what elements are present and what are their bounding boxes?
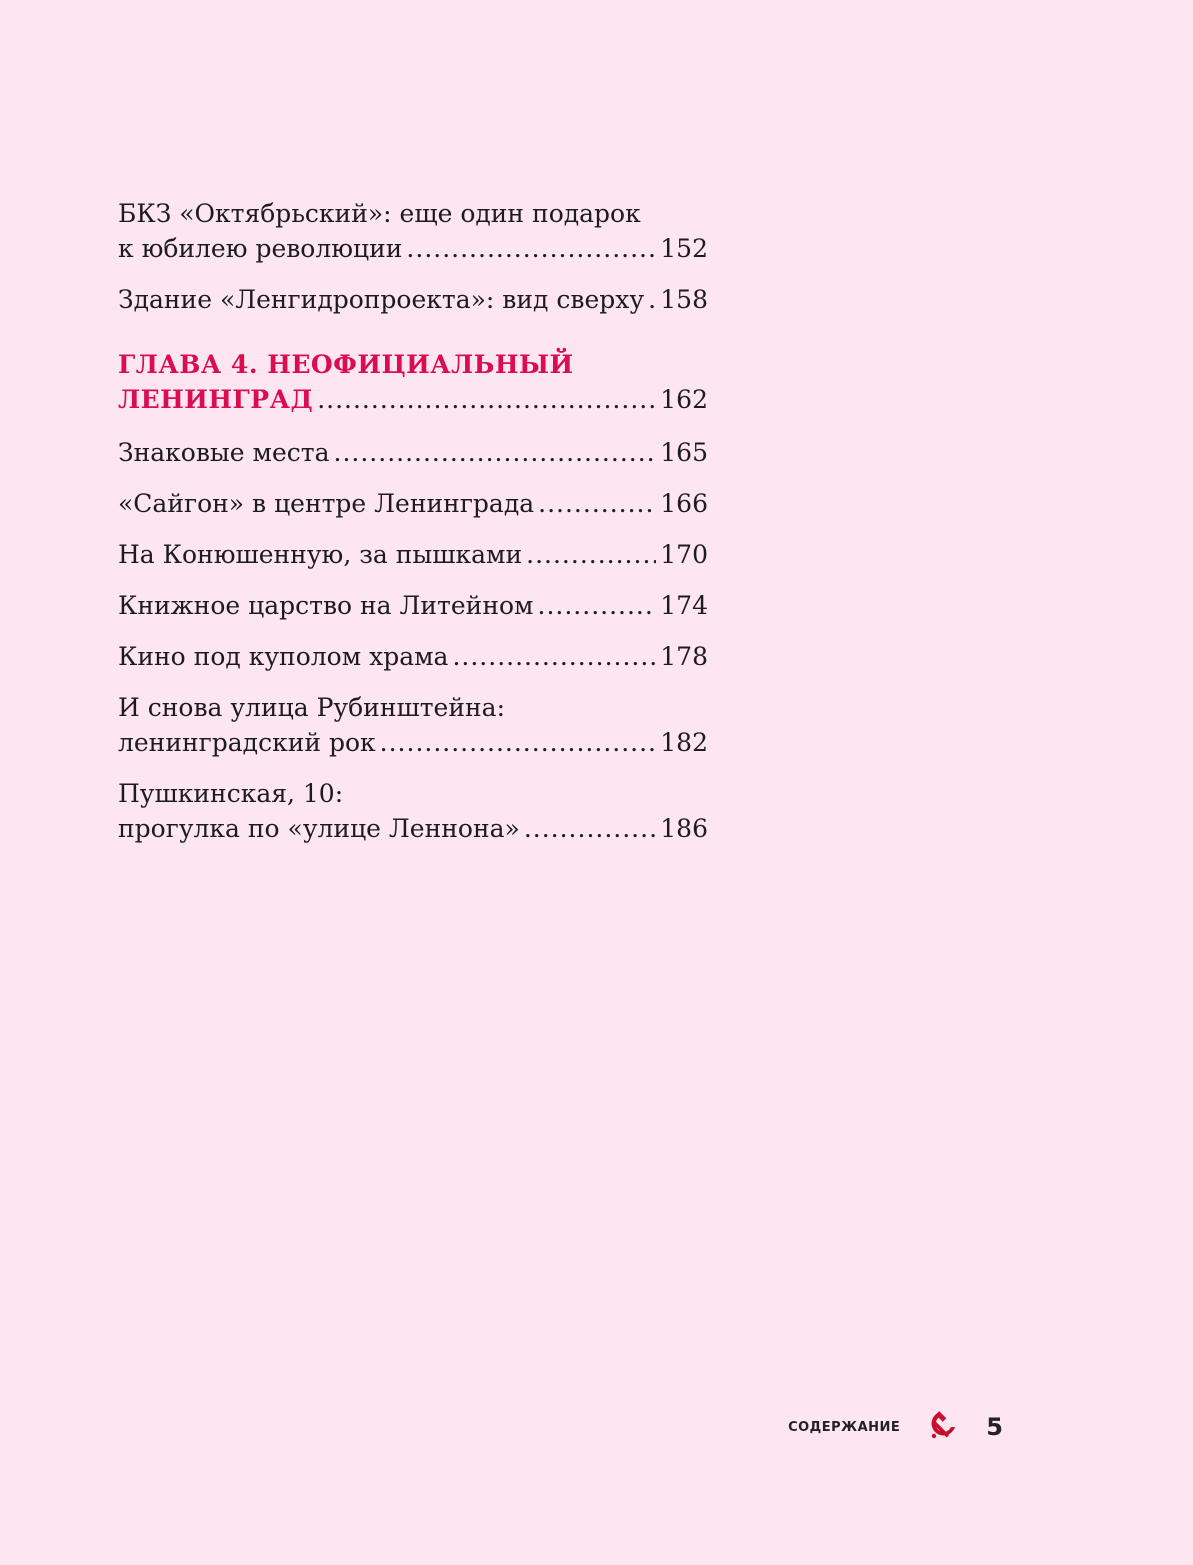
toc-entry-title: На Конюшенную, за пышками	[118, 540, 523, 569]
toc-entry-title-line: прогулка по «улице Леннона»	[118, 814, 520, 843]
dot-leader	[538, 486, 656, 521]
chapter-title-line: ЛЕНИНГРАД	[118, 385, 314, 414]
toc-entry-line	[118, 811, 708, 846]
toc-entry-title: Кино под куполом храма	[118, 642, 449, 671]
toc-entry-line	[118, 282, 708, 317]
dot-leader	[406, 231, 656, 266]
dot-leader	[380, 725, 657, 760]
dot-leader	[526, 537, 656, 572]
toc-entry-kino[interactable]	[118, 639, 708, 674]
toc-entry-line	[118, 588, 708, 623]
dot-leader	[524, 811, 656, 846]
toc-entry-znakovye-mesta[interactable]	[118, 435, 708, 470]
chapter-title-line: ГЛАВА 4. НЕОФИЦИАЛЬНЫЙ	[118, 350, 574, 379]
toc-entry-lengidroproekt[interactable]	[118, 282, 708, 317]
toc-entry-saigon[interactable]	[118, 486, 708, 521]
toc-entry-line	[118, 231, 708, 266]
toc-entry-title: «Сайгон» в центре Ленинграда	[118, 489, 535, 518]
section-label: СОДЕРЖАНИЕ	[788, 1419, 901, 1435]
toc-entry-line	[118, 382, 708, 417]
page-footer	[788, 1408, 1003, 1446]
toc-entry-title: Здание «Ленгидропроекта»: вид сверху	[118, 285, 645, 314]
toc-entry-title-line: к юбилею революции	[118, 234, 403, 263]
table-of-contents	[118, 196, 708, 862]
toc-page-number: 162	[660, 385, 708, 414]
dot-leader	[334, 435, 657, 470]
toc-page-number: 170	[660, 540, 708, 569]
toc-entry-title-line: БКЗ «Октябрьский»: еще один подарок	[118, 199, 641, 228]
toc-chapter-4[interactable]	[118, 347, 708, 417]
toc-entry-title: Книжное царство на Литейном	[118, 591, 534, 620]
toc-entry-title-line: ленинградский рок	[118, 728, 376, 757]
toc-entry-line	[118, 725, 708, 760]
toc-entry-title-line: Пушкинская, 10:	[118, 779, 344, 808]
toc-page-number: 186	[660, 814, 708, 843]
toc-page-number: 158	[660, 285, 708, 314]
toc-page-number: 165	[660, 438, 708, 467]
dot-leader	[452, 639, 656, 674]
toc-entry-line	[118, 537, 708, 572]
toc-entry-line	[118, 486, 708, 521]
hammer-sickle-icon	[926, 1408, 960, 1446]
toc-entry-rubinshteina[interactable]	[118, 690, 708, 760]
page-number: 5	[986, 1413, 1003, 1441]
toc-entry-title-line: И снова улица Рубинштейна:	[118, 693, 505, 722]
toc-page-number: 152	[660, 234, 708, 263]
toc-entry-line	[118, 435, 708, 470]
toc-page-number: 178	[660, 642, 708, 671]
toc-entry-line	[118, 639, 708, 674]
toc-page-number: 174	[660, 591, 708, 620]
toc-page-number: 182	[660, 728, 708, 757]
toc-entry-konyushennaya[interactable]	[118, 537, 708, 572]
toc-entry-knizhnoe-tsarstvo[interactable]	[118, 588, 708, 623]
toc-entry-title: Знаковые места	[118, 438, 330, 467]
dot-leader	[538, 588, 657, 623]
toc-entry-bkz-oktyabrsky[interactable]	[118, 196, 708, 266]
dot-leader	[317, 382, 656, 417]
toc-page-number: 166	[660, 489, 708, 518]
dot-leader	[648, 282, 656, 317]
toc-entry-pushkinskaya[interactable]	[118, 776, 708, 846]
